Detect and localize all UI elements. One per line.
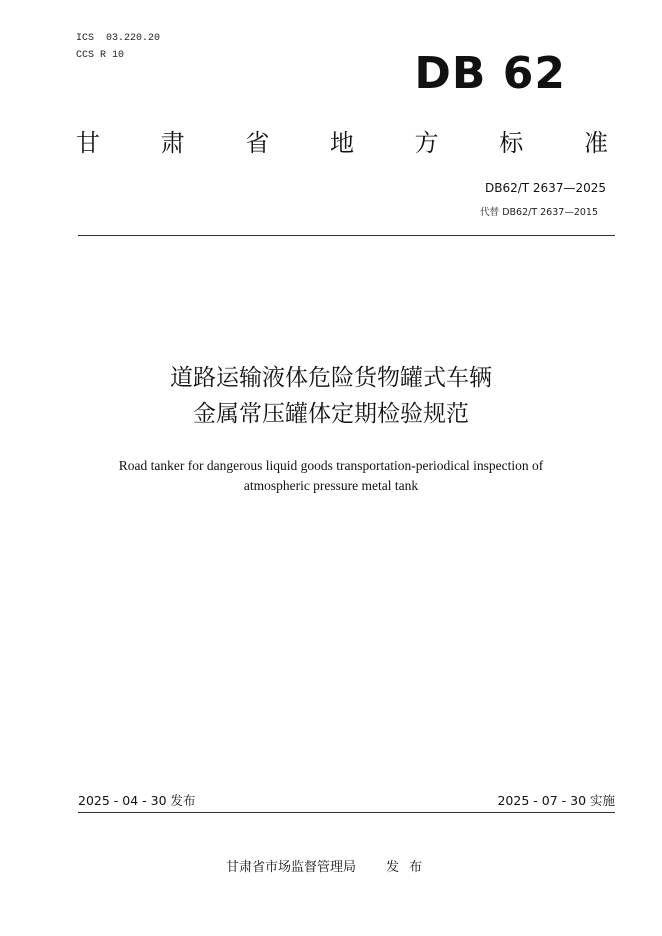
chinese-title-line-2: 金属常压罐体定期检验规范 (193, 401, 469, 427)
standard-type-char: 肃 (160, 129, 185, 157)
standard-type-char: 标 (499, 129, 524, 157)
standard-type-char: 地 (329, 129, 354, 157)
standard-type-char: 方 (414, 129, 439, 157)
english-title-line-2: atmospheric pressure metal tank (243, 478, 419, 493)
issue-date: 2025 - 04 - 30 发布 (78, 793, 196, 808)
db-logo: DB 62 (414, 48, 566, 99)
standard-type-title (76, 128, 608, 158)
standard-type-char: 省 (245, 129, 270, 157)
standard-number: DB62/T 2637—2025 (484, 181, 606, 195)
english-title-line-1: Road tanker for dangerous liquid goods transportation-periodical inspection of (118, 458, 544, 473)
chinese-title (0, 360, 662, 432)
top-divider (78, 235, 615, 236)
bottom-divider (78, 812, 615, 813)
english-title (60, 456, 602, 496)
replaces-standard: 代替 DB62/T 2637—2015 (480, 207, 598, 218)
issuer-org: 甘肃省市场监督管理局 (226, 860, 357, 875)
issuer-action: 发布 (386, 860, 433, 875)
standard-type-char: 准 (583, 129, 608, 157)
implementation-date: 2025 - 07 - 30 实施 (497, 793, 615, 808)
chinese-title-line-1: 道路运输液体危险货物罐式车辆 (170, 365, 492, 391)
issuer (226, 856, 432, 875)
classification-codes (76, 30, 160, 64)
ics-code: ICS 03.220.20 (76, 33, 161, 44)
standard-type-char: 甘 (76, 129, 100, 157)
ccs-code: CCS R 10 (76, 50, 125, 61)
